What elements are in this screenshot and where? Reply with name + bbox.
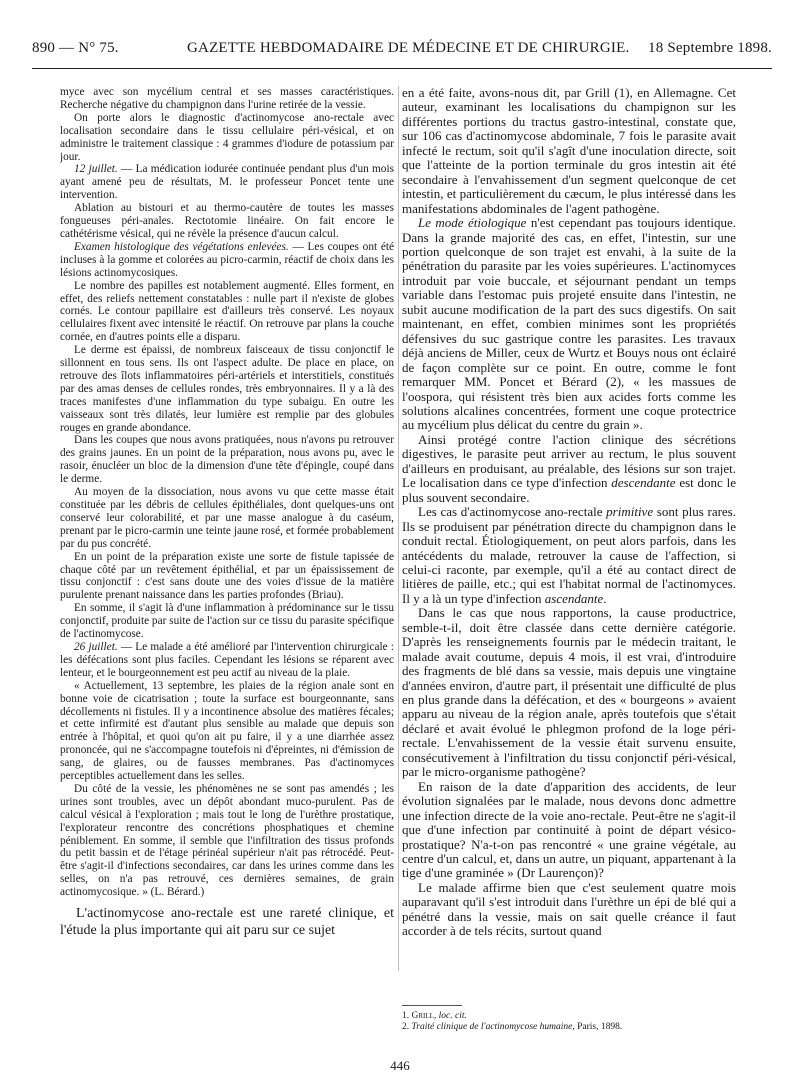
paragraph: On porte alors le diagnostic d'actinomycose ano-rectale avec localisation secondaire dans le tissu cellulaire péri-vésical, et on administre le traitement classique : 4 grammes d'iodure de potassium par jour. — [60, 111, 394, 163]
left-column — [60, 86, 394, 978]
emphasis: primitive — [606, 504, 654, 520]
paragraph: myce avec son mycélium central et ses masses caractéristiques. Recherche négative du champignon dans l'urine retirée de la vessie. — [60, 86, 394, 111]
paragraph: En raison de la date d'apparition des accidents, de leur évolution signalées par le malade, nous devons donc admettre une infection directe de la voie ano-rectale. Peut-être ne s'agit-il que d'une infection par continuité à point de départ vésico-prostatique? N'a-t-on pas rencontré « une graine végétale, au centre d'un calcul, et, dans un autre, un piquant, appartenant à la tige d'une graminée » (Dr Laurençon)? — [402, 778, 736, 881]
footnote-number: 2. — [402, 1022, 410, 1032]
footnote-reference: loc. cit. — [438, 1011, 467, 1021]
paragraph-text: sont plus rares. Ils se produisent par pénétration directe du champignon dans le conduit rectal. Étiologiquement, on peut alors parfois, dans les antécédents du malade, retrouver la cause de l'affection, si celui-ci raconte, par exemple, qu'il a été au contact direct de litières de paille, etc.; qui est l'habitat normal de l'actinomyces. Il y a là un type d'infection — [402, 504, 736, 606]
section-title: Examen histologique des végétations enlevées. — [74, 240, 289, 253]
footnote-title: Traité clinique de l'actinomycose humaine — [411, 1022, 573, 1032]
paragraph: Le derme est épaissi, de nombreux faisceaux de tissu conjonctif le sillonnent en tous sens. Ils ont l'aspect adulte. De place en place, on retrouve des îlots inflammatoires péri-artériels et interstitiels, constitués par des amas denses de cellules rondes, très embryonnaires. Il y a là des traces manifestes d'une inflammation du type subaigu. En outre les vaisseaux sont très dilatés, leur lumière est remplie par des globules rouges en grande abondance. — [60, 344, 394, 434]
paragraph-text: . — [603, 590, 607, 606]
paragraph: En somme, il s'agit là d'une inflammation à prédominance sur le tissu conjonctif, produite par suite de l'action sur ce tissu du parasite spécifique de l'actinomycose. — [60, 602, 394, 641]
paragraph: En un point de la préparation existe une sorte de fistule tapissée de chaque côté par un revêtement épithélial, et par un épaississement de tissu conjonctif : c'est sans doute une des voies d'issue de la matière purulente prenant naissance dans les parties profondes (Briau). — [60, 550, 394, 602]
paragraph: Au moyen de la dissociation, nous avons vu que cette masse était constituée par les débris de cellules épithéliales, dont quelques-uns ont conservé leur colorabilité, et par une masse analogue à du caséum, prenant par le picro-carmin une teinte jaune rosé, et formée probablement par du pus concrété. — [60, 486, 394, 550]
footnote — [402, 1011, 736, 1022]
entry-date: 12 juillet. — [74, 163, 118, 176]
emphasis: ascendante — [544, 590, 604, 606]
paragraph: en a été faite, avons-nous dit, par Grill (1), en Allemagne. Cet auteur, examinant les localisations du champignon sur les différentes portions du tractus gastro-intestinal, constate que, sur 106 cas d'actinomycose abdominale, 7 fois le parasite avait infecté le rectum, soit qu'il s'agît d'une inoculation directe, soit que l'atteinte de la portion terminale du gros intestin ait été secondaire à l'envahissement d'un segment quelconque de cet intestin, et particulièrement du cæcum, le plus intéressé dans les manifestations abdominales de l'agent pathogène. — [402, 86, 736, 216]
header-page-ref: 890 — N° 75. — [32, 40, 119, 56]
paragraph — [60, 241, 394, 280]
paragraph — [402, 216, 736, 433]
page-number: 446 — [390, 1058, 410, 1073]
paragraph: Dans les coupes que nous avons pratiquées, nous n'avons pu retrouver des grains jaunes. En un point de la préparation, nous avons pu, avec le rasoir, énucléer un bloc de la dimension d'une tête d'épingle, coupé dans le derme. — [60, 434, 394, 486]
footnote-number: 1. — [402, 1011, 410, 1021]
paragraph-text: Ainsi protégé contre l'action clinique des sécrétions digestives, le parasite peut arriver au rectum, le plus souvent d'ailleurs en produisant, au préalable, des lésions sur son trajet. Le localisation dans ce type d'infection — [402, 431, 736, 491]
emphasis: descendante — [611, 475, 676, 491]
right-column — [402, 86, 736, 1031]
footnote — [402, 1022, 736, 1033]
paragraph — [402, 505, 736, 606]
emphasis: Le mode étiologique — [418, 215, 527, 231]
header-date: 18 Septembre 1898. — [648, 40, 772, 56]
paragraph-text: — Les coupes ont été incluses à la gomme et colorées au picro-carmin, réactif de choix dans les lésions actinomycosiques. — [60, 240, 394, 279]
paragraph: Le malade affirme bien que c'est seulement quatre mois auparavant qu'il s'est introduit dans l'urèthre un épi de blé qui a pénétré dans la vessie, mais on sait quelle créance il faut accorder à de tels récits, surtout quand — [402, 879, 736, 939]
paragraph-text: Les cas d'actinomycose ano-rectale — [418, 504, 607, 520]
paragraph — [60, 641, 394, 680]
paragraph-text: est donc le plus souvent secondaire. — [402, 475, 736, 505]
entry-date: 26 juillet. — [74, 640, 118, 653]
paragraph — [60, 163, 394, 202]
paragraph-text: — La médication iodurée continuée pendant plus d'un mois ayant amené peu de résultats, M. le professeur Poncet tente une intervention. — [60, 163, 394, 202]
footnote-author: Grill, — [411, 1011, 437, 1021]
header-rule — [32, 68, 772, 69]
paragraph — [402, 433, 736, 505]
paragraph: Ablation au bistouri et au thermo-cautère de toutes les masses fongueuses péri-anales. Rectotomie linéaire. On fait encore le cathétérisme vésical, qui ne révèle la présence d'aucun calcul. — [60, 202, 394, 240]
paragraph: « Actuellement, 13 septembre, les plaies de la région anale sont en bonne voie de cicatrisation ; toute la surface est bourgeonnante, sans décollements ni fistules. Il y a incontinence absolue des matières fécales; et cette infirmité est d'autant plus sensible au malade que depuis son entrée à l'hôpital, et quoi qu'on ait pu faire, il y a une diarrhée assez prononcée, qui ne s'accompagne toutefois ni d'épreintes, ni d'émission de sang, de glaires, ou de fausses membranes. Pas d'actinomyces perceptibles actuellement dans les selles. — [60, 679, 394, 783]
paragraph: Le nombre des papilles est notablement augmenté. Elles forment, en effet, des reliefs nettement constatables : nulle part il n'existe de globes cornés. Le contour papillaire est d'ailleurs très conservé. Les noyaux cellulaires fixent avec intensité le réactif. On retrouve par plans la couche cornée, en d'autres points elle a disparu. — [60, 279, 394, 344]
header-journal-title: GAZETTE HEBDOMADAIRE DE MÉDECINE ET DE CHIRURGIE. — [187, 40, 630, 56]
footnote-rule — [402, 1005, 462, 1006]
paragraph: L'actinomycose ano-rectale est une rareté clinique, et l'étude la plus importante qui ait paru sur ce sujet — [60, 906, 394, 939]
paragraph: Dans le cas que nous rapportons, la cause productrice, semble-t-il, doit être classée dans cette dernière catégorie. D'après les renseignements fournis par le médecin traitant, le malade avait coutume, depuis 4 mois, il est vrai, d'introduire des fragments de blé dans sa vessie, mais depuis une vingtaine d'années environ, d'autre part, il présentait une difficulté de plus en plus grande dans la défécation, et des « bourgeons » avaient apparu au niveau de la région anale, après toutefois que s'était déclaré et avait évolué le phlegmon profond de la loge péri-rectale. L'envahissement de la vessie était survenu ensuite, consécutivement à l'infiltration du tissu conjonctif péri-vésical, par le micro-organisme pathogène? — [402, 605, 736, 780]
column-separator — [398, 86, 399, 971]
paragraph-text: n'est cependant pas toujours identique. Dans la grande majorité des cas, en effet, l'intestin, sur une portion quelconque de son trajet est envahi, à la suite de la pénétration du parasite par les voies supérieures. L'actinomyces introduit par voie buccale, et séjournant pendant un temps variable dans l'estomac puis projeté ensuite dans l'intestin, ne subit aucune modification de la part des sucs digestifs. On sait maintenant, en effet, combien minimes sont les propriétés défensives du suc gastrique contre les parasites. Les travaux déjà anciens de Miller, ceux de Wurtz et Bouys nous ont éclairé de façon complète sur ce point. En outre, comme le font remarquer MM. Poncet et Bérard (2), « les massues de l'oospora, qui résistent très bien aux acides forts comme les solutions alcalines concentrées, forment une coque protectrice au mycélium plus délicat du centre du grain ». — [402, 215, 736, 433]
footnote-text: , Paris, 1898. — [572, 1022, 623, 1032]
running-header — [32, 40, 772, 66]
paragraph: Du côté de la vessie, les phénomènes ne se sont pas amendés ; les urines sont troubles, avec un dépôt abondant muco-purulent. Pas de calcul vésical à l'exploration ; mais tout le long de l'urèthre prostatique, l'explorateur rencontre des concrétions phosphatiques et chemine péniblement. En somme, il semble que l'infiltration des tissus profonds du petit bassin et de l'étage périnéal supérieur n'ait pas rétrocédé. Peut-être s'agit-il d'infections secondaires, car dans les urines comme dans les selles, on n'a pas retrouvé, ces dernières semaines, de grain actinomycosique. » (L. Bérard.) — [60, 782, 394, 899]
paragraph-text: — Le malade a été amélioré par l'intervention chirurgicale : les défécations sont plus faciles. Cependant les lésions se réparent avec lenteur, et le bourgeonnement est peu actif au niveau de la plaie. — [60, 640, 394, 679]
